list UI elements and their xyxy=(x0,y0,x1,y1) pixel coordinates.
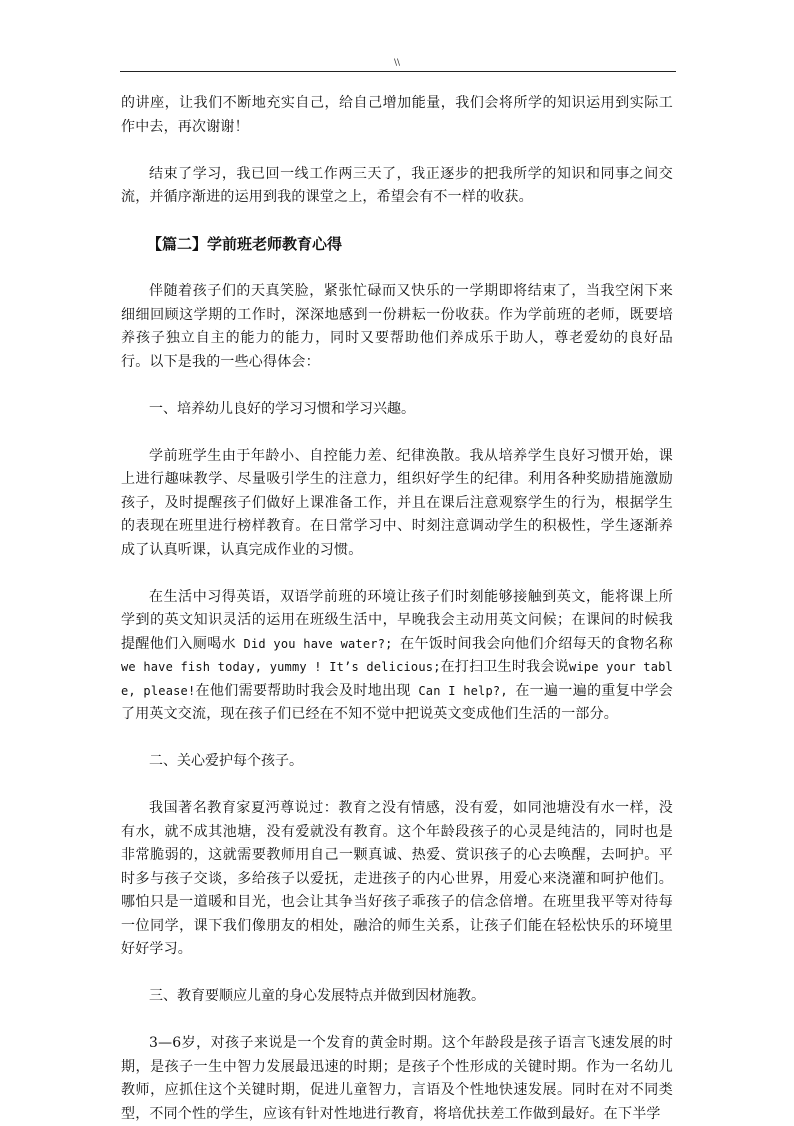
english-text-part: 在午饭时间我会向他们介绍每天的食物名称 xyxy=(400,635,673,652)
section-title: 【篇二】学前班老师教育心得 xyxy=(147,235,343,253)
header-rule xyxy=(120,71,676,72)
paragraph-habits: 学前班学生由于年龄小、自控能力差、纪律涣散。我从培养学生良好习惯开始，课上进行趣味教学、尽量吸引学生的注意力，组织好学生的纪律。利用各种奖励措施激励孩子，及时提醒孩子们做好上课准备工作，并且在课后注意观察学生的行为，根据学生的表现在班里进行榜样教育。在日常学习中、时刻注意调动学生的积极性，学生逐渐养成了认真听课，认真完成作业的习惯。 xyxy=(121,447,673,558)
english-phrase: Did you have water?; xyxy=(235,636,401,651)
paragraph-gap xyxy=(121,257,673,281)
paragraph-gap xyxy=(121,139,673,163)
heading-two: 二、关心爱护每个孩子。 xyxy=(149,753,303,769)
english-text-part: 在一遍一遍的重复中学会了用英文交流，现在孩子们已经在不知不觉中把说英文变成他们生活的一部分。 xyxy=(121,682,674,722)
paragraph-after-study: 结束了学习，我已回一线工作两三天了，我正逐步的把我所学的知识和同事之间交流，并循序渐进的运用到我的课堂之上，希望会有不一样的收获。 xyxy=(121,165,673,205)
paragraph-gap xyxy=(121,421,673,445)
english-text-part: 在他们需要帮助时我会及时地出现 xyxy=(195,682,411,699)
paragraph-gap xyxy=(121,374,673,398)
document-body xyxy=(121,92,673,1126)
paragraph-gap xyxy=(121,962,673,986)
paragraph-gap xyxy=(121,562,673,586)
paragraph-gap xyxy=(121,210,673,234)
english-text-part: 在生活中习得英语，双语学前班的环境让孩子们时刻能够接触到英文，能将课上所学到的英文知识灵活的运用在班级生活中，早晚我会主动用英文问候；在课间的时候我提醒他们入厕喝水 xyxy=(121,588,673,652)
paragraph-gap xyxy=(121,1009,673,1033)
page-header-mark: \\ xyxy=(393,58,401,68)
heading-one: 一、培养幼儿良好的学习习惯和学习兴趣。 xyxy=(149,400,415,417)
paragraph-english xyxy=(121,586,673,727)
english-text-part: 在打扫卫生时我会说 xyxy=(440,659,569,675)
paragraph-intro: 伴随着孩子们的天真笑脸，紧张忙碌而又快乐的一学期即将结束了，当我空闲下来细细回顾这学期的工作时，深深地感到一份耕耘一份收获。作为学前班的老师，既要培养孩子独立自主的能力的能力，同时又要帮助他们养成乐于助人，尊老爱幼的良好品行。以下是我的一些心得体会： xyxy=(121,283,673,370)
paragraph-gap xyxy=(121,774,673,798)
paragraph-closing-remarks: 的讲座，让我们不断地充实自己，给自己增加能量，我们会将所学的知识运用到实际工作中去，再次谢谢！ xyxy=(121,95,673,135)
paragraph-development: 3—6岁，对孩子来说是一个发育的黄金时期。这个年龄段是孩子语言飞速发展的时期，是孩子一生中智力发展最迅速的时期；是孩子个性形成的关键时期。作为一名幼儿教师，应抓住这个关键时期，促进儿童智力，言语及个性地快速发展。同时在对不同类型，不同个性的学生，应该有针对性地进行教育，将培优扶差工作做到最好。在下半学 xyxy=(121,1035,673,1122)
english-phrase: wipe your table, please! xyxy=(121,660,673,698)
paragraph-care: 我国著名教育家夏沔尊说过：教育之没有情感，没有爱，如同池塘没有水一样，没有水，就不成其池塘，没有爱就没有教育。这个年龄段孩子的心灵是纯洁的，同时也是非常脆弱的，这就需要教师用自己一颗真诚、热爱、赏识孩子的心去唤醒，去呵护。平时多与孩子交谈，多给孩子以爱抚，走进孩子的内心世界，用爱心来浇灌和呵护他们。哪怕只是一道暖和目光，也会让其争当好孩子乖孩子的信念倍增。在班里我平等对待每一位同学，课下我们像朋友的相处，融洽的师生关系，让孩子们能在轻松快乐的环境里好好学习。 xyxy=(121,800,673,957)
english-phrase: Can I help?, xyxy=(410,683,516,698)
paragraph-gap xyxy=(121,727,673,751)
english-phrase: we have fish today, yummy ! It’s delicious; xyxy=(121,660,441,674)
heading-three: 三、教育要顺应儿童的身心发展特点并做到因材施教。 xyxy=(149,988,485,1004)
